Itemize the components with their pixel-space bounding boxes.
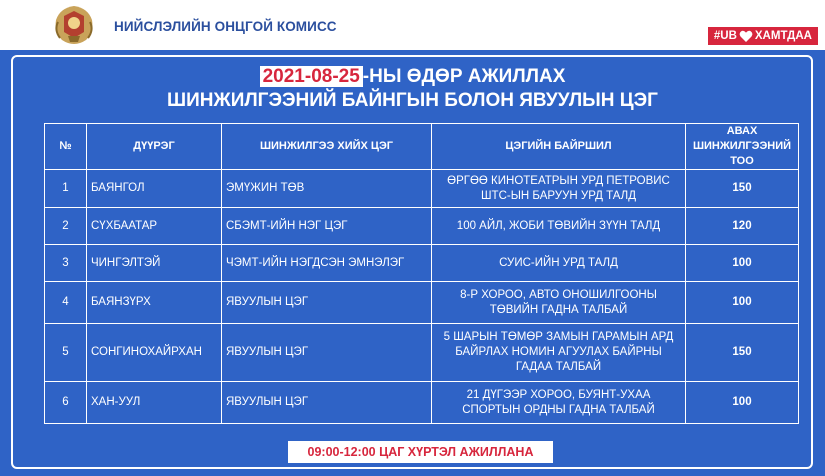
row-location: 5 ШАРЫН ТӨМӨР ЗАМЫН ГАРАМЫН АРД БАЙРЛАХ НОМИН АГУУЛАХ БАЙРНЫ ГАДАА ТАЛБАЙ: [432, 324, 686, 382]
header-bar: [0, 0, 825, 50]
row-district: СОНГИНОХАЙРХАН: [87, 324, 222, 382]
row-test-point: СБЭМТ-ИЙН НЭГ ЦЭГ: [222, 208, 432, 245]
row-district: СҮХБААТАР: [87, 208, 222, 245]
row-location: СУИС-ИЙН УРД ТАЛД: [432, 245, 686, 282]
row-count: 150: [686, 170, 799, 208]
row-test-point: ЧЭМТ-ИЙН НЭГДСЭН ЭМНЭЛЭГ: [222, 245, 432, 282]
title-line-1-rest: -НЫ ӨДӨР АЖИЛЛАХ: [362, 66, 566, 87]
row-district: ЧИНГЭЛТЭЙ: [87, 245, 222, 282]
header-test-count: АВАХ ШИНЖИЛГЭЭНИЙ ТОО: [686, 124, 799, 170]
row-district: БАЯНЗҮРХ: [87, 282, 222, 324]
title-line-1: [0, 66, 825, 88]
row-number: 1: [45, 170, 87, 208]
row-count: 150: [686, 324, 799, 382]
row-test-point: ЯВУУЛЫН ЦЭГ: [222, 282, 432, 324]
row-test-point: ЭМҮЖИН ТӨВ: [222, 170, 432, 208]
schedule-table: [44, 123, 799, 424]
table-row: [45, 170, 799, 208]
row-location: 8-Р ХОРОО, АВТО ОНОШИЛГООНЫ ТӨВИЙН ГАДНА ТАЛБАЙ: [432, 282, 686, 324]
heart-icon: [739, 30, 753, 43]
table-row: [45, 208, 799, 245]
working-hours-note: 09:00-12:00 ЦАГ ХҮРТЭЛ АЖИЛЛАНА: [288, 441, 553, 463]
row-count: 100: [686, 282, 799, 324]
city-emblem-icon: [50, 2, 98, 48]
row-number: 5: [45, 324, 87, 382]
header-number: №: [45, 124, 87, 170]
row-count: 100: [686, 382, 799, 424]
row-district: ХАН-УУЛ: [87, 382, 222, 424]
date-highlight: 2021-08-25: [260, 66, 363, 87]
table-row: [45, 282, 799, 324]
row-location: 100 АЙЛ, ЖОБИ ТӨВИЙН ЗҮҮН ТАЛД: [432, 208, 686, 245]
row-test-point: ЯВУУЛЫН ЦЭГ: [222, 382, 432, 424]
row-number: 6: [45, 382, 87, 424]
organization-name: НИЙСЛЭЛИЙН ОНЦГОЙ КОМИСС: [114, 19, 337, 34]
table-header-row: [45, 124, 799, 170]
row-count: 100: [686, 245, 799, 282]
hashtag-badge: [708, 27, 818, 45]
row-number: 3: [45, 245, 87, 282]
header-district: ДҮҮРЭГ: [87, 124, 222, 170]
table-row: [45, 245, 799, 282]
table-row: [45, 324, 799, 382]
hashtag-suffix: ХАМТДАА: [754, 30, 812, 42]
row-location: 21 ДҮГЭЭР ХОРОО, БУЯНТ-УХАА СПОРТЫН ОРДНЫ ГАДНА ТАЛБАЙ: [432, 382, 686, 424]
row-count: 120: [686, 208, 799, 245]
header-location: ЦЭГИЙН БАЙРШИЛ: [432, 124, 686, 170]
hashtag-prefix: #UB: [713, 30, 737, 42]
row-location: ӨРГӨӨ КИНОТЕАТРЫН УРД ПЕТРОВИС ШТС-ЫН БАРУУН УРД ТАЛД: [432, 170, 686, 208]
table-row: [45, 382, 799, 424]
row-number: 4: [45, 282, 87, 324]
row-number: 2: [45, 208, 87, 245]
header-test-point: ШИНЖИЛГЭЭ ХИЙХ ЦЭГ: [222, 124, 432, 170]
row-district: БАЯНГОЛ: [87, 170, 222, 208]
row-test-point: ЯВУУЛЫН ЦЭГ: [222, 324, 432, 382]
title-line-2: ШИНЖИЛГЭЭНИЙ БАЙНГЫН БОЛОН ЯВУУЛЫН ЦЭГ: [167, 90, 658, 111]
